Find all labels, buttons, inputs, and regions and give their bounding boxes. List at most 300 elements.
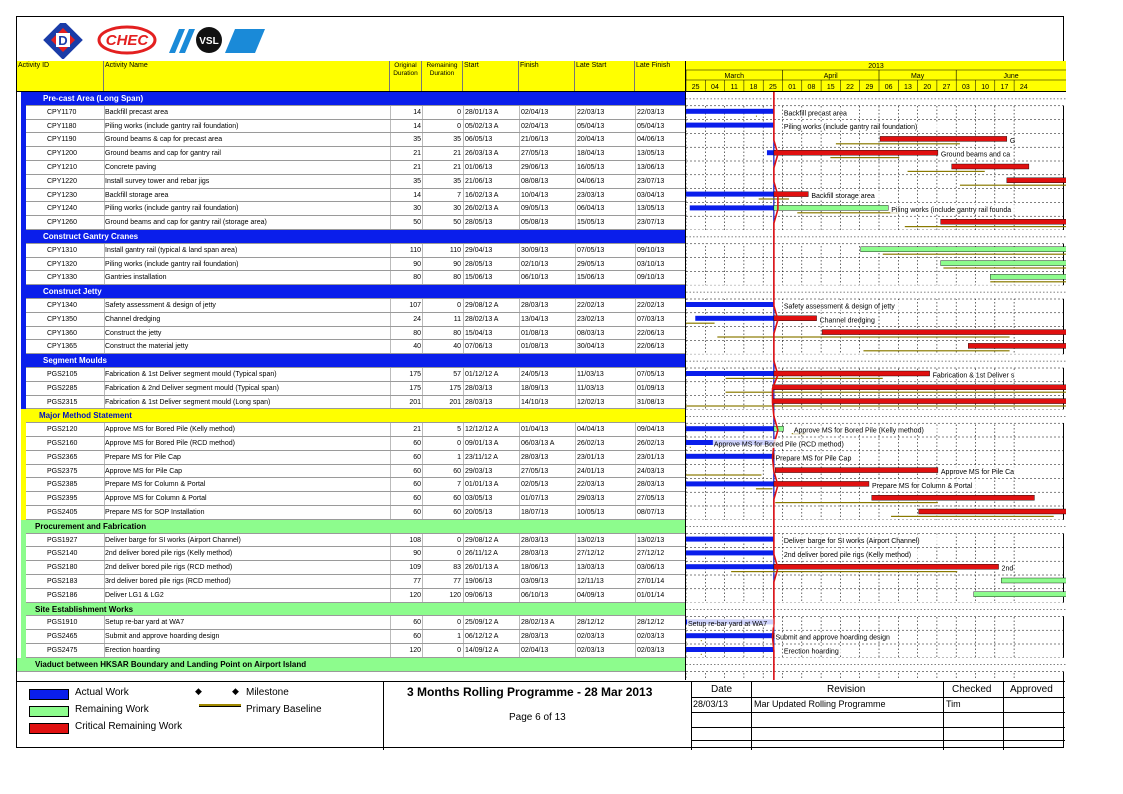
activity-id-cell: PGS2395 xyxy=(47,495,78,503)
late-finish-cell: 08/07/13 xyxy=(637,509,665,516)
original-duration-cell: 107 xyxy=(409,302,421,309)
baseline-bar xyxy=(863,350,1009,351)
baseline-bar xyxy=(726,392,1066,393)
milestone-icon-2: ◆ xyxy=(232,686,239,696)
header-late-finish[interactable]: Late Finish xyxy=(636,62,671,69)
section-band-title: Construct Jetty xyxy=(43,287,102,297)
start-cell: 03/05/13 xyxy=(465,495,493,503)
activity-row[interactable] xyxy=(17,630,685,644)
activity-id-cell: PGS2405 xyxy=(47,509,78,516)
section-stripe xyxy=(17,285,26,354)
chec-logo-text: CHEC xyxy=(105,32,149,49)
late-finish-cell: 03/04/13 xyxy=(637,191,665,199)
remaining-work-bar xyxy=(861,247,1066,252)
section-band[interactable] xyxy=(17,92,685,106)
baseline-bar xyxy=(756,488,773,489)
start-cell: 15/06/13 xyxy=(465,274,493,282)
critical-remaining-bar xyxy=(774,150,938,155)
original-duration-cell: 14 xyxy=(413,191,421,199)
finish-cell: 02/04/13 xyxy=(521,108,549,116)
activity-name-cell: Safety assessment & design of jetty xyxy=(105,302,216,309)
actual-work-bar xyxy=(767,150,774,155)
activity-row[interactable] xyxy=(17,133,685,147)
start-cell: 09/06/13 xyxy=(465,591,493,599)
baseline-bar xyxy=(759,198,789,199)
section-stripe xyxy=(17,409,26,519)
finish-cell: 02/04/13 xyxy=(521,122,549,130)
legend-actual-label: Actual Work xyxy=(75,687,129,698)
critical-remaining-bar xyxy=(774,192,808,197)
section-band[interactable] xyxy=(17,230,685,244)
d-logo xyxy=(43,23,83,59)
timeline-week-label: 17 xyxy=(1000,84,1009,91)
late-finish-cell: 27/12/12 xyxy=(637,550,665,558)
activity-row[interactable] xyxy=(17,147,685,161)
legend-remaining-label: Remaining Work xyxy=(75,704,149,715)
late-start-cell: 16/05/13 xyxy=(577,164,605,171)
start-cell: 05/02/13 A xyxy=(465,122,499,130)
remaining-duration-cell: 0 xyxy=(457,536,461,544)
late-start-cell: 12/11/13 xyxy=(577,578,604,585)
section-stripe xyxy=(17,603,26,658)
original-duration-cell: 35 xyxy=(413,177,421,185)
actual-work-bar xyxy=(686,550,774,555)
late-start-cell: 28/12/12 xyxy=(577,619,605,627)
remaining-duration-cell: 1 xyxy=(457,453,461,461)
late-finish-cell: 13/02/13 xyxy=(637,536,665,544)
late-finish-cell: 31/08/13 xyxy=(637,398,665,406)
activity-id-cell: CPY1330 xyxy=(47,274,77,282)
activity-row[interactable] xyxy=(17,120,685,134)
actual-work-bar xyxy=(686,109,774,114)
actual-work-bar xyxy=(686,633,774,638)
activity-row[interactable] xyxy=(17,451,685,465)
section-band-title: Procurement and Fabrication xyxy=(35,521,147,531)
start-cell: 29/03/13 xyxy=(465,467,493,475)
activity-name-cell: Ground beams & cap for precast area xyxy=(105,136,223,144)
late-finish-cell: 27/05/13 xyxy=(637,495,665,503)
activity-name-cell: Prepare MS for Column & Portal xyxy=(105,481,206,489)
critical-remaining-bar xyxy=(822,330,1066,335)
activity-row[interactable] xyxy=(17,575,685,589)
section-band[interactable] xyxy=(17,354,685,368)
activity-id-cell: CPY1210 xyxy=(47,164,77,171)
late-start-cell: 20/04/13 xyxy=(577,136,605,144)
remaining-duration-cell: 5 xyxy=(457,426,461,434)
activity-name-cell: Erection hoarding xyxy=(105,647,160,654)
original-duration-cell: 201 xyxy=(409,398,421,406)
activity-name-cell: Install gantry rail (typical & land span area) xyxy=(105,246,238,254)
activity-name-cell: Fabrication & 2nd Deliver segment mould (Typical span) xyxy=(105,384,279,392)
header-original-duration[interactable]: Original Duration xyxy=(390,61,422,91)
late-start-cell: 23/01/13 xyxy=(577,453,605,461)
remaining-duration-cell: 0 xyxy=(457,122,461,130)
start-cell: 28/05/13 xyxy=(465,260,493,268)
activity-id-cell: PGS2365 xyxy=(47,453,78,461)
baseline-bar xyxy=(726,378,883,379)
legend-actual-swatch xyxy=(29,689,69,700)
baseline-bar xyxy=(908,171,985,172)
actual-work-bar xyxy=(686,192,774,197)
remaining-duration-cell: 35 xyxy=(453,136,461,144)
section-band[interactable] xyxy=(17,409,685,423)
original-duration-cell: 108 xyxy=(409,536,421,544)
critical-remaining-bar xyxy=(872,495,1035,500)
finish-cell: 05/08/13 xyxy=(521,219,549,227)
activity-id-cell: CPY1320 xyxy=(47,260,77,268)
bar-label: Safety assessment & design of jetty xyxy=(783,303,895,311)
remaining-duration-cell: 201 xyxy=(449,398,461,406)
start-cell: 23/11/12 A xyxy=(465,453,498,461)
actual-work-bar xyxy=(686,537,774,542)
late-start-cell: 23/03/13 xyxy=(577,191,605,199)
activity-name-cell: Ground beams and cap for gantry rail xyxy=(105,150,221,158)
original-duration-cell: 21 xyxy=(413,426,421,434)
late-start-cell: 15/06/13 xyxy=(577,274,605,282)
section-band[interactable] xyxy=(17,520,685,534)
remaining-duration-cell: 0 xyxy=(457,619,461,627)
late-finish-cell: 01/09/13 xyxy=(637,384,665,392)
original-duration-cell: 175 xyxy=(409,384,421,392)
critical-remaining-bar xyxy=(774,371,930,376)
bar-label: Ground beams and ca xyxy=(940,151,1011,159)
activity-row[interactable] xyxy=(17,175,685,189)
start-cell: 29/04/13 xyxy=(465,246,493,254)
timeline-month-label: April xyxy=(823,73,838,80)
activity-id-cell: PGS1910 xyxy=(47,619,78,627)
late-start-cell: 29/05/13 xyxy=(577,260,605,268)
late-start-cell: 11/03/13 xyxy=(577,371,604,378)
late-start-cell: 27/12/12 xyxy=(577,550,605,558)
finish-cell: 27/05/13 xyxy=(521,467,549,475)
bar-label: Setup re-bar yard at WA7 xyxy=(688,620,768,628)
late-finish-cell: 09/10/13 xyxy=(637,274,665,282)
timeline-week-label: 03 xyxy=(961,84,970,91)
late-finish-cell: 23/07/13 xyxy=(637,177,665,185)
original-duration-cell: 77 xyxy=(413,578,421,585)
legend-baseline-label: Primary Baseline xyxy=(246,704,322,715)
activity-name-cell: Fabrication & 1st Deliver segment mould (Typical span) xyxy=(105,371,277,378)
timeline-year: 2013 xyxy=(868,63,884,70)
start-cell: 28/03/13 xyxy=(465,398,493,406)
start-cell: 07/06/13 xyxy=(465,343,493,351)
activity-row[interactable] xyxy=(17,644,685,658)
finish-cell: 28/03/13 xyxy=(521,633,549,641)
activity-row[interactable] xyxy=(17,492,685,506)
timeline-week-label: 24 xyxy=(1019,84,1028,91)
start-cell: 01/12/12 A xyxy=(465,371,499,378)
actual-work-bar xyxy=(686,371,774,376)
activity-name-cell: Construct the jetty xyxy=(105,329,162,337)
finish-cell: 01/08/13 xyxy=(521,329,549,337)
finish-cell: 21/06/13 xyxy=(521,136,549,144)
baseline-bar xyxy=(701,654,702,655)
late-finish-cell: 22/06/13 xyxy=(637,329,665,337)
late-start-cell: 26/02/13 xyxy=(577,440,605,447)
vsl-logo xyxy=(169,27,265,53)
late-start-cell: 18/04/13 xyxy=(577,150,605,158)
baseline-bar xyxy=(943,267,1066,268)
header-start[interactable]: Start xyxy=(463,61,519,91)
original-duration-cell: 90 xyxy=(413,260,421,268)
header-activity-name[interactable]: Activity Name xyxy=(104,61,390,91)
activity-id-cell: CPY1360 xyxy=(47,329,77,337)
bar-label: Erection hoarding xyxy=(783,648,839,656)
bar-label: Fabrication & 1st Deliver s xyxy=(932,372,1015,380)
activity-name-cell: 2nd deliver bored pile rigs (Kelly method) xyxy=(105,550,233,558)
late-start-cell: 23/02/13 xyxy=(577,315,605,323)
activity-name-cell: Ground beams and cap for gantry rail (storage area) xyxy=(105,219,267,227)
section-band-title: Major Method Statement xyxy=(39,411,132,421)
start-cell: 19/06/13 xyxy=(465,578,493,585)
baseline-bar xyxy=(686,474,761,475)
baseline-bar xyxy=(690,447,691,448)
late-finish-cell: 13/05/13 xyxy=(637,150,665,158)
start-cell: 28/03/13 xyxy=(465,384,493,392)
start-cell: 09/01/13 A xyxy=(465,440,499,447)
late-finish-cell: 23/01/13 xyxy=(637,453,665,461)
actual-work-bar xyxy=(686,454,774,459)
timeline-week-label: 08 xyxy=(807,84,816,91)
activity-name-cell: Deliver LG1 & LG2 xyxy=(105,591,164,599)
header-late-start[interactable]: Late Start xyxy=(575,61,635,91)
activity-row[interactable] xyxy=(17,423,685,437)
activity-name-cell: Backfill storage area xyxy=(105,191,169,199)
legend-baseline-line xyxy=(199,704,241,707)
actual-work-bar xyxy=(686,123,774,128)
gantt-chart xyxy=(685,61,1066,680)
activity-id-cell: PGS2180 xyxy=(47,564,78,572)
late-start-cell: 04/04/13 xyxy=(577,426,605,434)
rev-description: Mar Updated Rolling Programme xyxy=(754,699,886,709)
finish-cell: 28/03/13 xyxy=(521,550,549,558)
start-cell: 12/12/12 A xyxy=(465,426,499,434)
activity-row[interactable] xyxy=(17,244,685,258)
section-stripe xyxy=(17,92,26,230)
late-finish-cell: 26/02/13 xyxy=(637,440,665,447)
late-start-cell: 02/03/13 xyxy=(577,647,605,654)
original-duration-cell: 60 xyxy=(413,509,421,516)
activity-id-cell: CPY1365 xyxy=(47,343,77,351)
late-start-cell: 07/05/13 xyxy=(577,246,605,254)
original-duration-cell: 60 xyxy=(413,633,421,641)
milestone-icon: ◆ xyxy=(195,686,202,696)
activity-row[interactable] xyxy=(17,271,685,285)
header-activity-id[interactable]: Activity ID xyxy=(17,61,104,91)
activity-name-cell: Approve MS for Pile Cap xyxy=(105,467,183,475)
start-cell: 26/02/13 A xyxy=(465,205,499,213)
late-start-cell: 11/03/13 xyxy=(577,384,604,392)
activity-row[interactable] xyxy=(17,616,685,630)
bar-label: Piling works (include gantry rail foundation) xyxy=(783,124,918,132)
activity-row[interactable] xyxy=(17,465,685,479)
remaining-duration-cell: 40 xyxy=(453,343,461,351)
remaining-work-bar xyxy=(974,592,1066,597)
activity-id-cell: PGS2315 xyxy=(47,398,78,406)
activity-row[interactable] xyxy=(17,368,685,382)
section-band[interactable] xyxy=(17,658,685,672)
remaining-work-bar xyxy=(774,205,888,210)
original-duration-cell: 14 xyxy=(413,122,421,130)
remaining-duration-cell: 175 xyxy=(449,384,461,392)
critical-remaining-bar xyxy=(880,136,1007,141)
activity-row[interactable] xyxy=(17,589,685,603)
section-stripe xyxy=(17,354,26,409)
rev-col-approved: Approved xyxy=(1010,684,1053,695)
remaining-duration-cell: 7 xyxy=(457,481,461,489)
activity-id-cell: CPY1180 xyxy=(47,122,77,130)
finish-cell: 28/03/13 xyxy=(521,536,549,544)
activity-row[interactable] xyxy=(17,258,685,272)
activity-name-cell: Construct the material jetty xyxy=(105,343,189,351)
actual-work-bar xyxy=(690,205,774,210)
activity-row[interactable] xyxy=(17,340,685,354)
timeline-month-label: June xyxy=(1003,73,1019,80)
baseline-bar xyxy=(836,143,960,144)
activity-id-cell: CPY1350 xyxy=(47,315,77,323)
finish-cell: 06/03/13 A xyxy=(521,440,555,447)
original-duration-cell: 80 xyxy=(413,274,421,282)
remaining-duration-cell: 0 xyxy=(457,647,461,654)
remaining-duration-cell: 0 xyxy=(457,550,461,558)
timeline-week-label: 01 xyxy=(788,84,797,91)
activity-id-cell: CPY1190 xyxy=(47,136,77,144)
activity-row[interactable] xyxy=(17,534,685,548)
actual-work-bar xyxy=(686,564,774,569)
late-start-cell: 12/02/13 xyxy=(577,398,605,406)
critical-remaining-bar xyxy=(952,164,1029,169)
activity-id-cell: CPY1230 xyxy=(47,191,77,199)
late-finish-cell: 02/03/13 xyxy=(637,633,665,641)
activity-id-cell: PGS2475 xyxy=(47,647,78,654)
activity-row[interactable] xyxy=(17,478,685,492)
finish-cell: 08/08/13 xyxy=(521,177,549,185)
actual-work-bar xyxy=(686,481,774,486)
activity-row[interactable] xyxy=(17,202,685,216)
late-finish-cell: 28/03/13 xyxy=(637,481,665,489)
header-finish[interactable]: Finish xyxy=(519,61,575,91)
activity-id-cell: PGS1927 xyxy=(47,536,78,544)
critical-remaining-bar xyxy=(772,399,1066,404)
activity-row[interactable] xyxy=(17,396,685,410)
finish-cell: 01/07/13 xyxy=(521,495,549,503)
activity-row[interactable] xyxy=(17,161,685,175)
legend-critical-label: Critical Remaining Work xyxy=(75,721,183,732)
remaining-duration-cell: 0 xyxy=(457,440,461,447)
start-cell: 26/03/13 A xyxy=(465,150,499,158)
late-finish-cell: 28/12/12 xyxy=(637,619,665,627)
original-duration-cell: 30 xyxy=(413,205,421,213)
original-duration-cell: 21 xyxy=(413,164,421,171)
original-duration-cell: 60 xyxy=(413,467,421,475)
header-remaining-duration[interactable]: Remaining Duration xyxy=(422,61,463,91)
activity-row[interactable] xyxy=(17,313,685,327)
late-finish-cell: 13/05/13 xyxy=(637,205,665,213)
start-cell: 21/06/13 xyxy=(465,177,493,185)
finish-cell: 24/05/13 xyxy=(521,371,549,378)
start-cell: 29/08/12 A xyxy=(465,302,499,309)
section-band[interactable] xyxy=(17,285,685,299)
activity-row[interactable] xyxy=(17,216,685,230)
activity-row[interactable] xyxy=(17,299,685,313)
original-duration-cell: 110 xyxy=(409,246,421,254)
start-cell: 26/11/12 A xyxy=(465,550,498,558)
original-duration-cell: 60 xyxy=(413,619,421,627)
bar-label: Prepare MS for Pile Cap xyxy=(775,455,852,463)
activity-id-cell: PGS2465 xyxy=(47,633,78,641)
timeline-month-label: March xyxy=(724,73,744,80)
activity-id-cell: PGS2183 xyxy=(47,578,78,585)
activity-name-cell: Approve MS for Bored Pile (Kelly method) xyxy=(105,426,235,434)
activity-name-cell: Piling works (include gantry rail foundation) xyxy=(105,205,239,213)
section-band-title: Pre-cast Area (Long Span) xyxy=(43,94,144,103)
start-cell: 28/05/13 xyxy=(465,219,493,227)
baseline-bar xyxy=(891,516,1054,517)
activity-name-cell: Submit and approve hoarding design xyxy=(105,633,220,641)
activity-row[interactable] xyxy=(17,106,685,120)
section-band-title: Segment Moulds xyxy=(43,356,108,366)
activity-row[interactable] xyxy=(17,327,685,341)
original-duration-cell: 60 xyxy=(413,440,421,447)
activity-row[interactable] xyxy=(17,437,685,451)
activity-name-cell: 2nd deliver bored pile rigs (RCD method) xyxy=(105,564,233,572)
programme-title: 3 Months Rolling Programme - 28 Mar 2013 xyxy=(407,685,653,699)
baseline-bar xyxy=(686,405,1066,406)
remaining-duration-cell: 35 xyxy=(453,177,461,185)
remaining-work-bar xyxy=(774,426,784,431)
activity-name-cell: Install survey tower and rebar jigs xyxy=(105,177,210,185)
finish-cell: 29/06/13 xyxy=(521,164,549,171)
late-start-cell: 02/03/13 xyxy=(577,633,605,641)
critical-remaining-bar xyxy=(774,481,869,486)
critical-remaining-bar xyxy=(968,343,1066,348)
original-duration-cell: 80 xyxy=(413,329,421,337)
actual-work-bar xyxy=(686,426,774,431)
rev-date: 28/03/13 xyxy=(693,699,729,709)
start-cell: 29/08/12 A xyxy=(465,536,499,544)
start-cell: 16/02/13 A xyxy=(465,191,499,199)
activity-name-cell: Concrete paving xyxy=(105,164,156,171)
d-logo-text: D xyxy=(58,33,68,48)
late-start-cell: 08/03/13 xyxy=(577,329,605,337)
section-band[interactable] xyxy=(17,603,685,617)
activity-name-cell: Deliver barge for SI works (Airport Channel) xyxy=(105,536,241,544)
activity-row[interactable] xyxy=(17,189,685,203)
activity-row[interactable] xyxy=(17,382,685,396)
activity-row[interactable] xyxy=(17,506,685,520)
section-stripe xyxy=(17,230,26,285)
remaining-duration-cell: 60 xyxy=(453,509,461,516)
remaining-duration-cell: 7 xyxy=(457,191,461,199)
finish-cell: 02/05/13 xyxy=(521,481,549,489)
activity-row[interactable] xyxy=(17,547,685,561)
late-finish-cell: 22/06/13 xyxy=(637,343,665,351)
baseline-bar xyxy=(960,185,1066,186)
section-band-title: Site Establishment Works xyxy=(35,604,134,614)
original-duration-cell: 90 xyxy=(413,550,421,558)
timeline-week-label: 04 xyxy=(711,84,719,91)
late-finish-cell: 09/10/13 xyxy=(637,246,665,254)
page-number: Page 6 of 13 xyxy=(509,712,566,723)
finish-cell: 28/03/13 xyxy=(521,302,549,309)
start-cell: 14/09/12 A xyxy=(465,647,499,654)
late-finish-cell: 23/07/13 xyxy=(637,219,665,227)
finish-cell: 18/09/13 xyxy=(521,384,549,392)
timeline-week-label: 22 xyxy=(846,84,854,91)
finish-cell: 09/05/13 xyxy=(521,205,549,213)
timeline-week-label: 25 xyxy=(768,84,777,91)
activity-row[interactable] xyxy=(17,561,685,575)
